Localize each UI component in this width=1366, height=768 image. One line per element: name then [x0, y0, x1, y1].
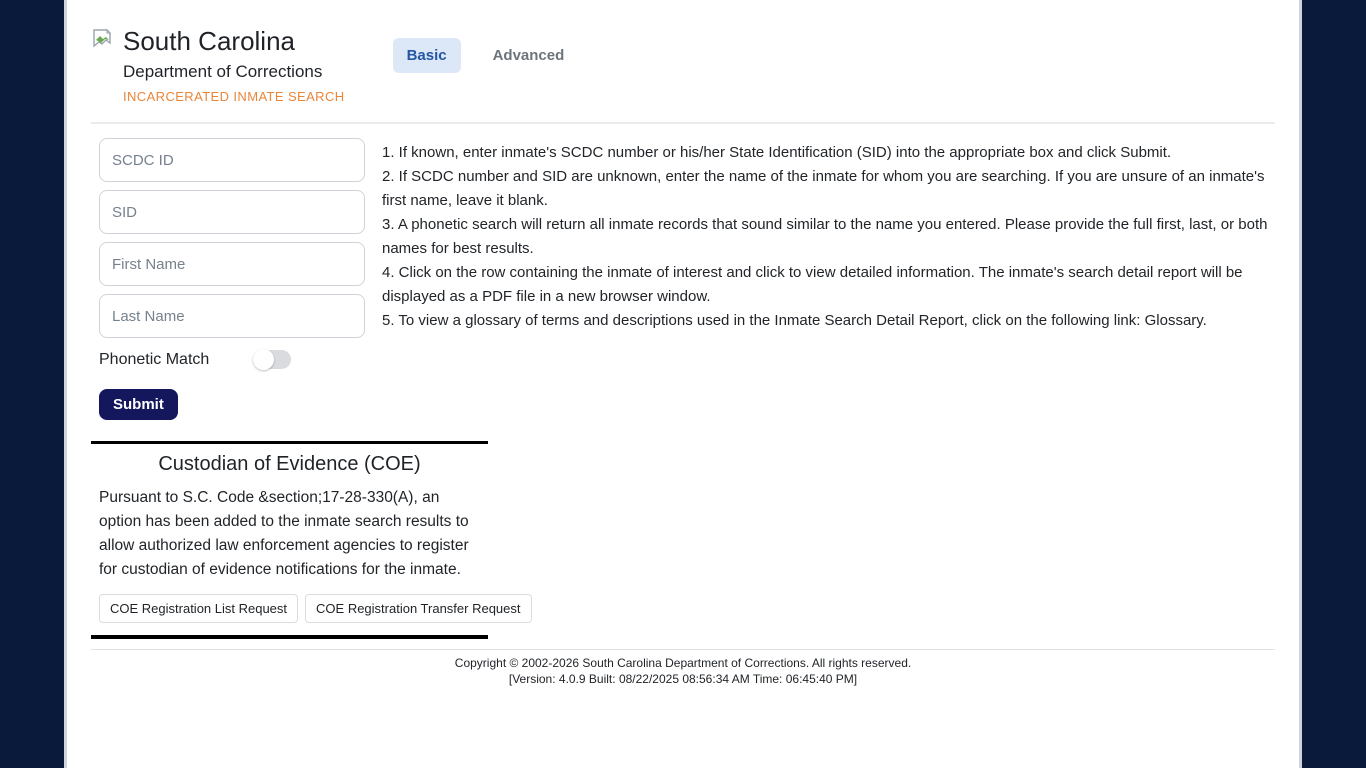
coe-registration-transfer-request-button[interactable]: COE Registration Transfer Request — [305, 594, 531, 623]
brand-text — [123, 26, 345, 105]
instruction-item-4: 4. Click on the row containing the inmate of interest and click to view detailed information. The inmate's search detail report will be displayed as a PDF file in a new browser window. — [382, 264, 1243, 305]
sid-input[interactable] — [99, 190, 365, 234]
submit-button[interactable]: Submit — [99, 389, 178, 420]
instruction-item-3: 3. A phonetic search will return all inmate records that sound similar to the name you entered. Please provide the full first, last, or both names for best results. — [382, 216, 1268, 257]
coe-title: Custodian of Evidence (COE) — [158, 453, 421, 475]
copyright-text: Copyright © 2002-2026 South Carolina Department of Corrections. All rights reserved. — [454, 656, 912, 670]
brand-block — [91, 26, 345, 105]
phonetic-match-toggle[interactable] — [253, 350, 291, 369]
instruction-item-1: 1. If known, enter inmate's SCDC number or his/her State Identification (SID) into the appropriate box and click Submit. — [382, 144, 1172, 161]
coe-description: Pursuant to S.C. Code &section;17-28-330(A), an option has been added to the inmate search results to allow authorized law enforcement agencies to register for custodian of evidence notifications for the inmate. — [99, 489, 469, 578]
phonetic-match-label: Phonetic Match — [99, 350, 210, 368]
toggle-knob — [253, 349, 274, 370]
page-tagline: INCARCERATED INMATE SEARCH — [123, 89, 345, 104]
page-title: South Carolina — [123, 26, 295, 56]
coe-section — [91, 441, 521, 639]
search-mode-tabs — [393, 38, 579, 73]
content-area — [64, 0, 1302, 768]
phonetic-match-row — [99, 350, 382, 369]
page-subtitle: Department of Corrections — [123, 62, 323, 81]
coe-registration-list-request-button[interactable]: COE Registration List Request — [99, 594, 298, 623]
tab-basic[interactable]: Basic — [393, 38, 461, 73]
scdc-id-input[interactable] — [99, 138, 365, 182]
coe-top-rule — [91, 441, 488, 444]
first-name-input[interactable] — [99, 242, 365, 286]
header-divider — [91, 122, 1275, 124]
version-text: [Version: 4.0.9 Built: 08/22/2025 08:56:34 AM Time: 06:45:40 PM] — [508, 672, 858, 686]
instruction-item-5: 5. To view a glossary of terms and descriptions used in the Inmate Search Detail Report, click on the following link: Glossary. — [382, 312, 1207, 329]
coe-buttons-row — [91, 594, 521, 623]
instruction-item-2: 2. If SCDC number and SID are unknown, enter the name of the inmate for whom you are searching. If you are unsure of an inmate's first name, leave it blank. — [382, 168, 1265, 209]
page-header — [91, 0, 1275, 105]
last-name-input[interactable] — [99, 294, 365, 338]
page-footer — [91, 649, 1275, 687]
broken-image-icon — [91, 28, 113, 50]
search-form — [91, 138, 382, 420]
instructions-list — [382, 138, 1275, 420]
coe-bottom-rule — [91, 635, 488, 639]
main-content — [91, 138, 1275, 420]
tab-advanced[interactable]: Advanced — [479, 38, 579, 73]
